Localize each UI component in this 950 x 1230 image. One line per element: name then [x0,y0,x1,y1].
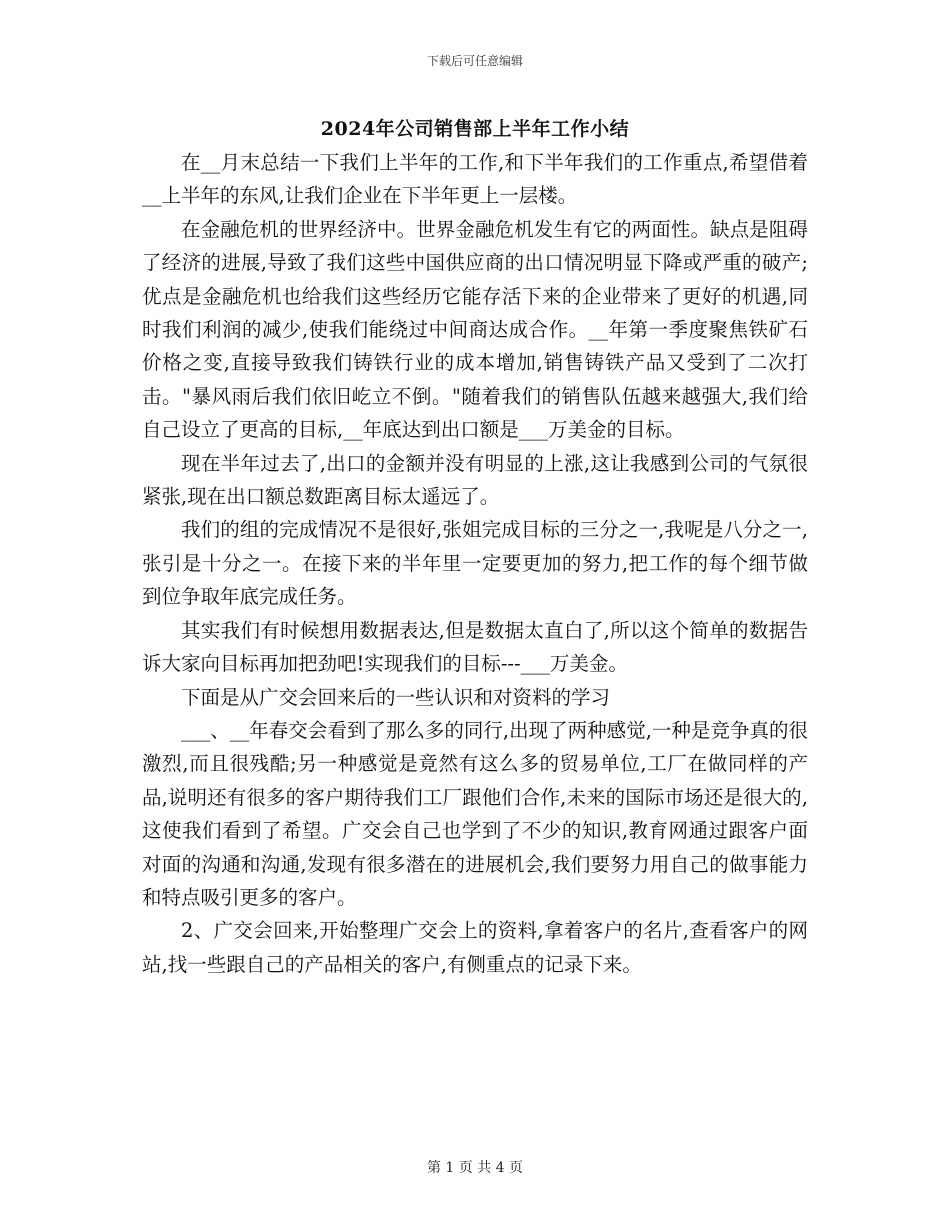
header-note: 下载后可任意编辑 [426,54,523,68]
document-body [142,146,808,981]
page-number-footer: 第 1 页 共 4 页 [426,1160,524,1176]
paragraph: 在__月末总结一下我们上半年的工作,和下半年我们的工作重点,希望借着__上半年的东风,让我们企业在下半年更上一层楼。 [142,151,808,208]
paragraph: ___、__年春交会看到了那么多的同行,出现了两种感觉,一种是竞争真的很激烈,而且很残酷;另一种感觉是竟然有这么多的贸易单位,工厂在做同样的产品,说明还有很多的客户期待我们工厂跟他们合作,未来的国际市场还是很大的,这使我们看到了希望。广交会自己也学到了不少的知识,教育网通过跟客户面对面的沟通和沟通,发现有很多潜在的进展机会,我们要努力用自己的做事能力和特点吸引更多的客户。 [142,718,808,909]
paragraph: 其实我们有时候想用数据表达,但是数据太直白了,所以这个简单的数据告诉大家向目标再加把劲吧!实现我们的目标---___万美金。 [142,618,808,676]
paragraph: 在金融危机的世界经济中。世界金融危机发生有它的两面性。缺点是阻碍了经济的进展,导致了我们这些中国供应商的出口情况明显下降或严重的破产;优点是金融危机也给我们这些经历它能存活下来的企业带来了更好的机遇,同时我们利润的减少,使我们能绕过中间商达成合作。__年第一季度聚焦铁矿石价格之变,直接导致我们铸铁行业的成本增加,销售铸铁产品又受到了二次打击。"暴风雨后我们依旧屹立不倒。"随着我们的销售队伍越来越强大,我们给自己设立了更高的目标,__年底达到出口额是___万美金的目标。 [142,217,808,442]
paragraph: 下面是从广交会回来后的一些认识和对资料的学习 [181,685,611,709]
document-title: 2024年公司销售部上半年工作小结 [320,118,630,140]
paragraph: 2、广交会回来,开始整理广交会上的资料,拿着客户的名片,查看客户的网站,找一些跟自己的产品相关的客户,有侧重点的记录下来。 [142,919,808,976]
paragraph: 我们的组的完成情况不是很好,张姐完成目标的三分之一,我呢是八分之一,张引是十分之一。在接下来的半年里一定要更加的努力,把工作的每个细节做到位争取年底完成任务。 [142,518,808,609]
paragraph: 现在半年过去了,出口的金额并没有明显的上涨,这让我感到公司的气氛很紧张,现在出口额总数距离目标太遥远了。 [142,451,808,509]
